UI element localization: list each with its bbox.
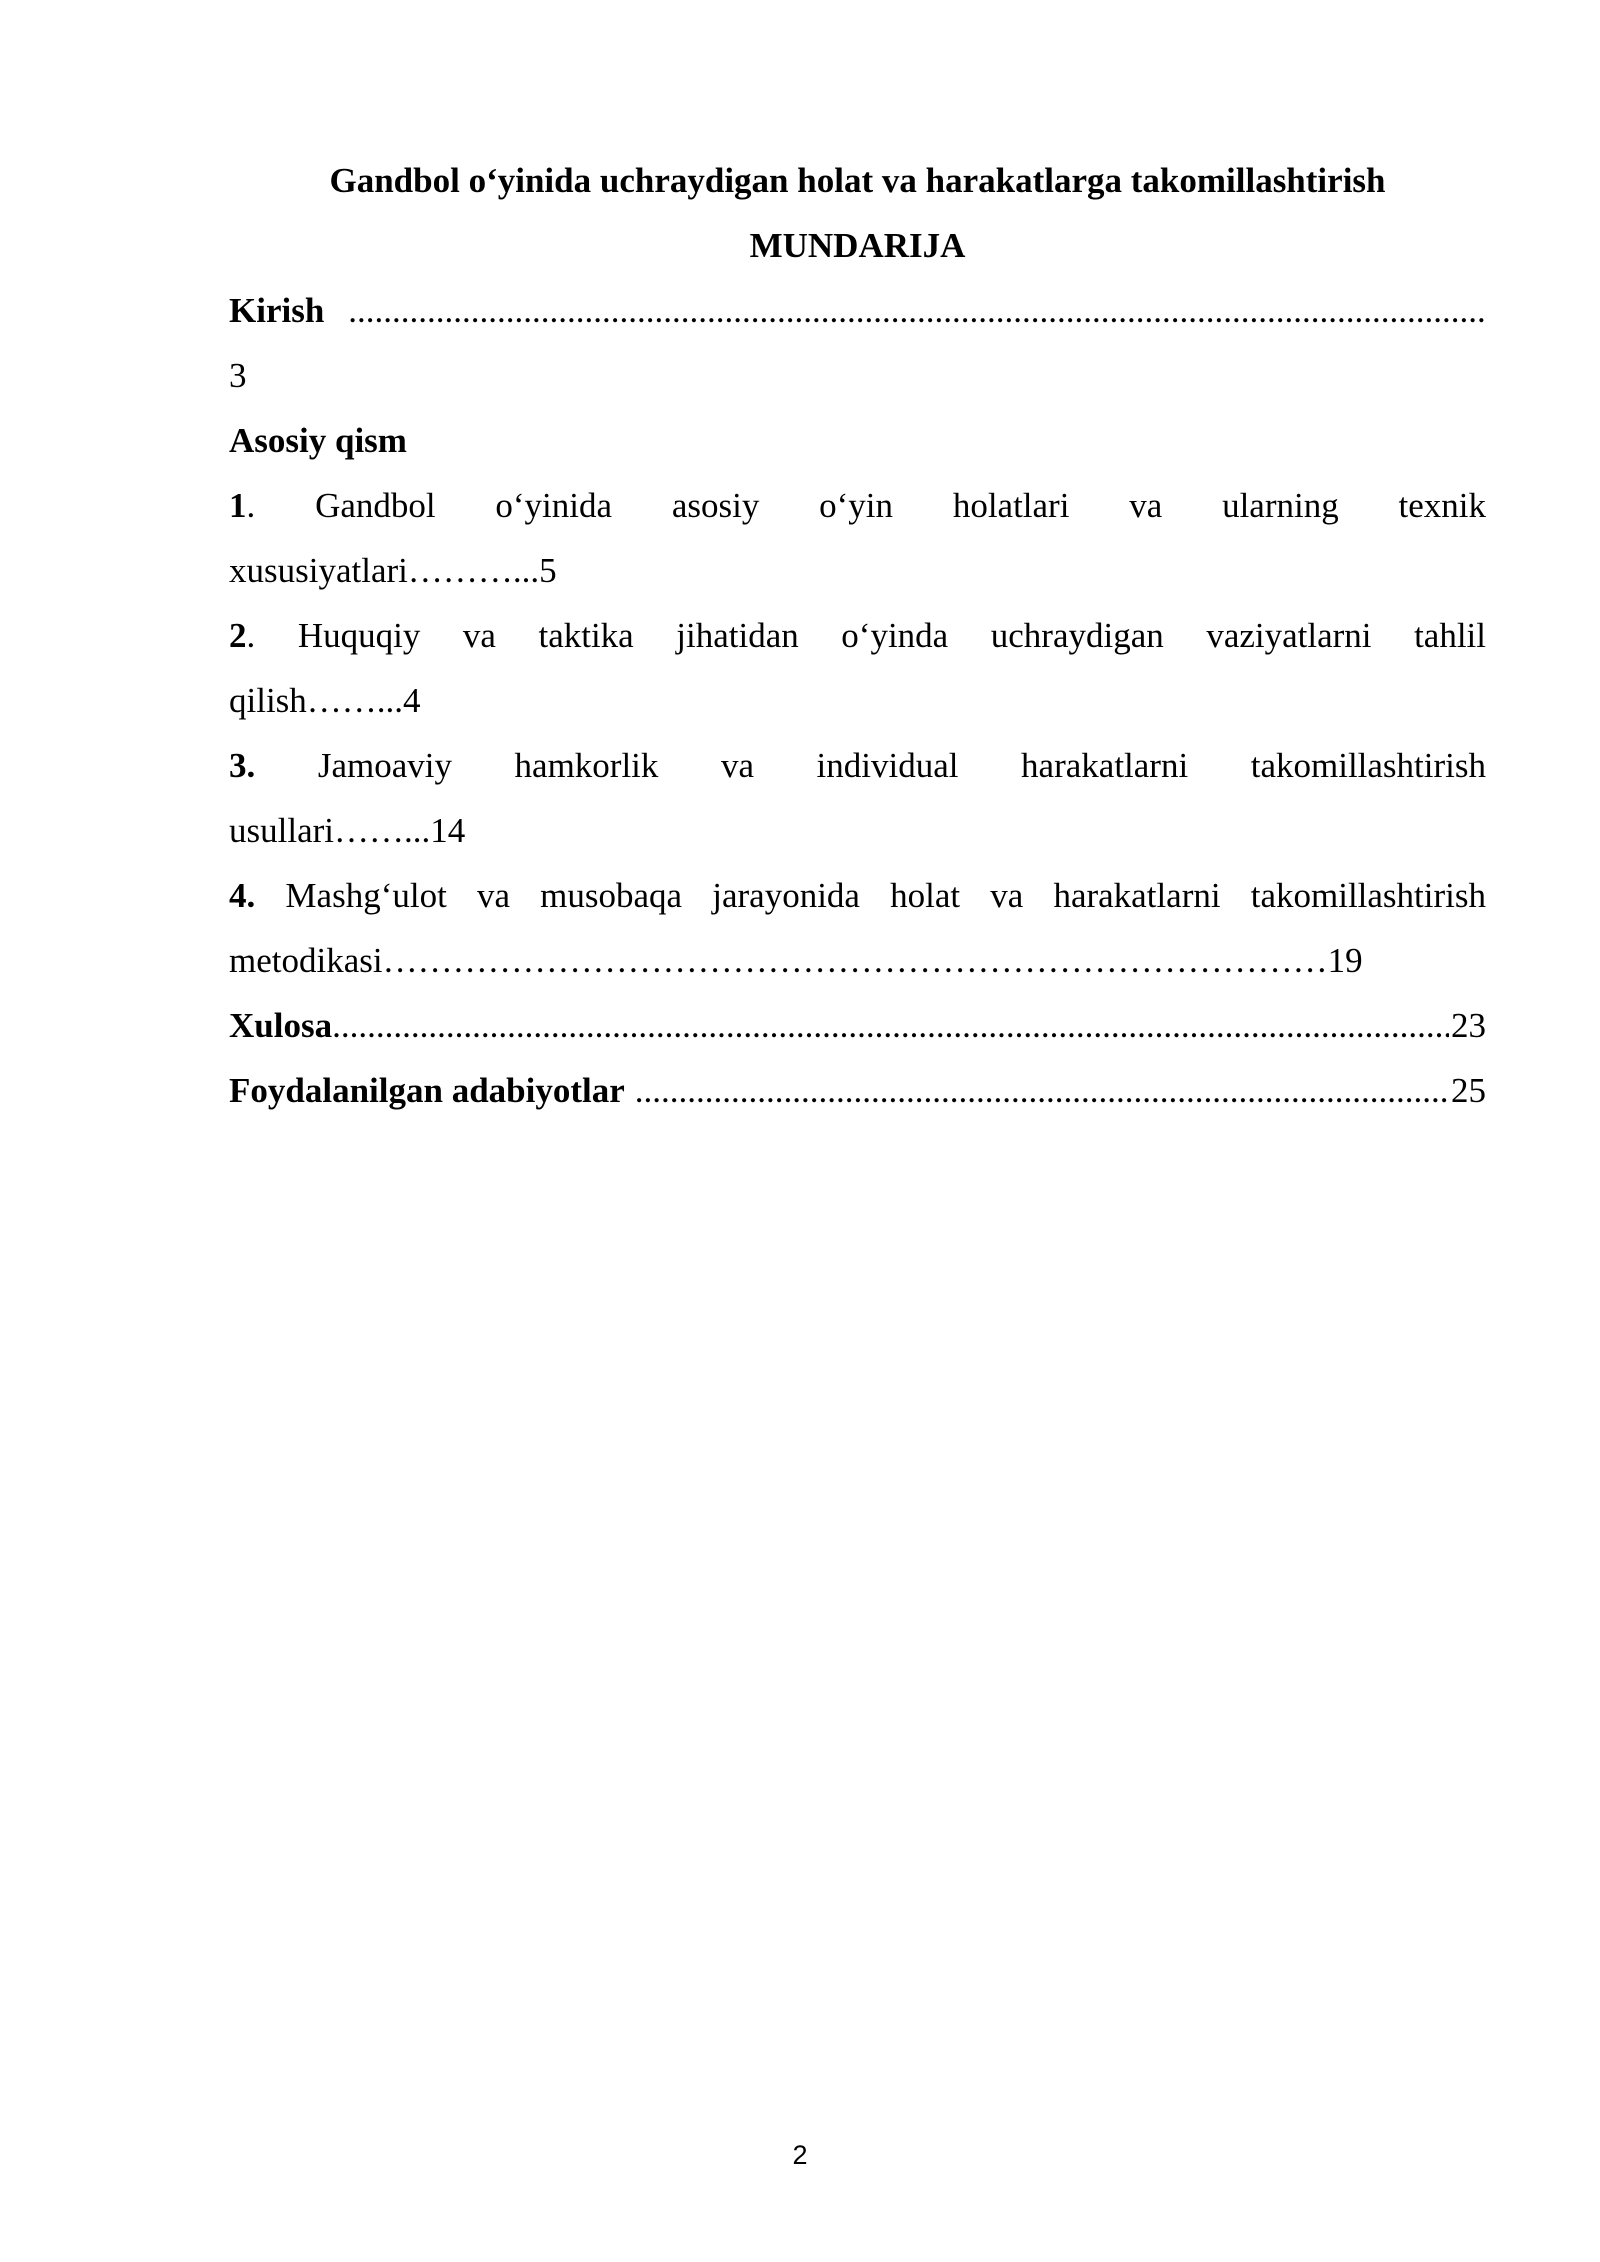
contents-heading: MUNDARIJA [749, 226, 966, 265]
page-number: 2 [792, 2140, 808, 2170]
toc-section-2-title: Huquqiy va taktika jihatidan o‘yinda uchraydigan vaziyatlarni tahlil [297, 616, 1486, 655]
toc-section-1-number: 1 [229, 486, 247, 525]
document-body [229, 148, 1486, 1123]
toc-section-3-line1 [229, 733, 1486, 798]
toc-leader-dots [332, 993, 1449, 1058]
toc-section-3-line2: usullari……...14 [229, 811, 466, 850]
toc-section-3-number: 3. [229, 746, 256, 785]
toc-section-2-line2: qilish……...4 [229, 681, 421, 720]
toc-section-4-title: Mashg‘ulot va musobaqa jarayonida holat va harakatlarni takomillashtirish [285, 876, 1486, 915]
toc-section-1-line1: 1. Gandbol o‘yinida asosiy o‘yin holatlari va ularning texnik [229, 486, 1486, 525]
main-part-heading: Asosiy qism [229, 421, 407, 460]
toc-section-3-title: Jamoaviy hamkorlik va individual harakatlarni takomillashtirish [317, 746, 1486, 785]
toc-references-label: Foydalanilgan adabiyotlar [229, 1071, 625, 1110]
toc-entry-conclusion [229, 993, 1486, 1058]
toc-section-1-title: Gandbol o‘yinida asosiy o‘yin holatlari va ularning texnik [315, 486, 1486, 525]
toc-conclusion-page: 23 [1451, 1006, 1486, 1045]
toc-section-2-number: 2 [229, 616, 247, 655]
toc-section-4-line1 [229, 863, 1486, 928]
toc-entry-intro [229, 278, 1486, 343]
toc-section-1-line2: xususiyatlari………...5 [229, 551, 557, 590]
toc-leader-dots [635, 1058, 1449, 1123]
toc-leader-dots [348, 278, 1486, 343]
toc-intro-page: 3 [229, 356, 247, 395]
document-title: Gandbol o‘yinida uchraydigan holat va harakatlarga takomillashtirish [329, 161, 1386, 200]
toc-section-2-line1: 2. Huquqiy va taktika jihatidan o‘yinda uchraydigan vaziyatlarni tahlil [229, 616, 1486, 655]
toc-conclusion-label: Xulosa [229, 1006, 333, 1045]
toc-intro-label: Kirish [229, 291, 325, 330]
toc-references-page: 25 [1451, 1071, 1486, 1110]
toc-section-4-line2: metodikasi………………………………………………………………………19 [229, 941, 1363, 980]
toc-entry-references [229, 1058, 1486, 1123]
toc-section-4-number: 4. [229, 876, 256, 915]
